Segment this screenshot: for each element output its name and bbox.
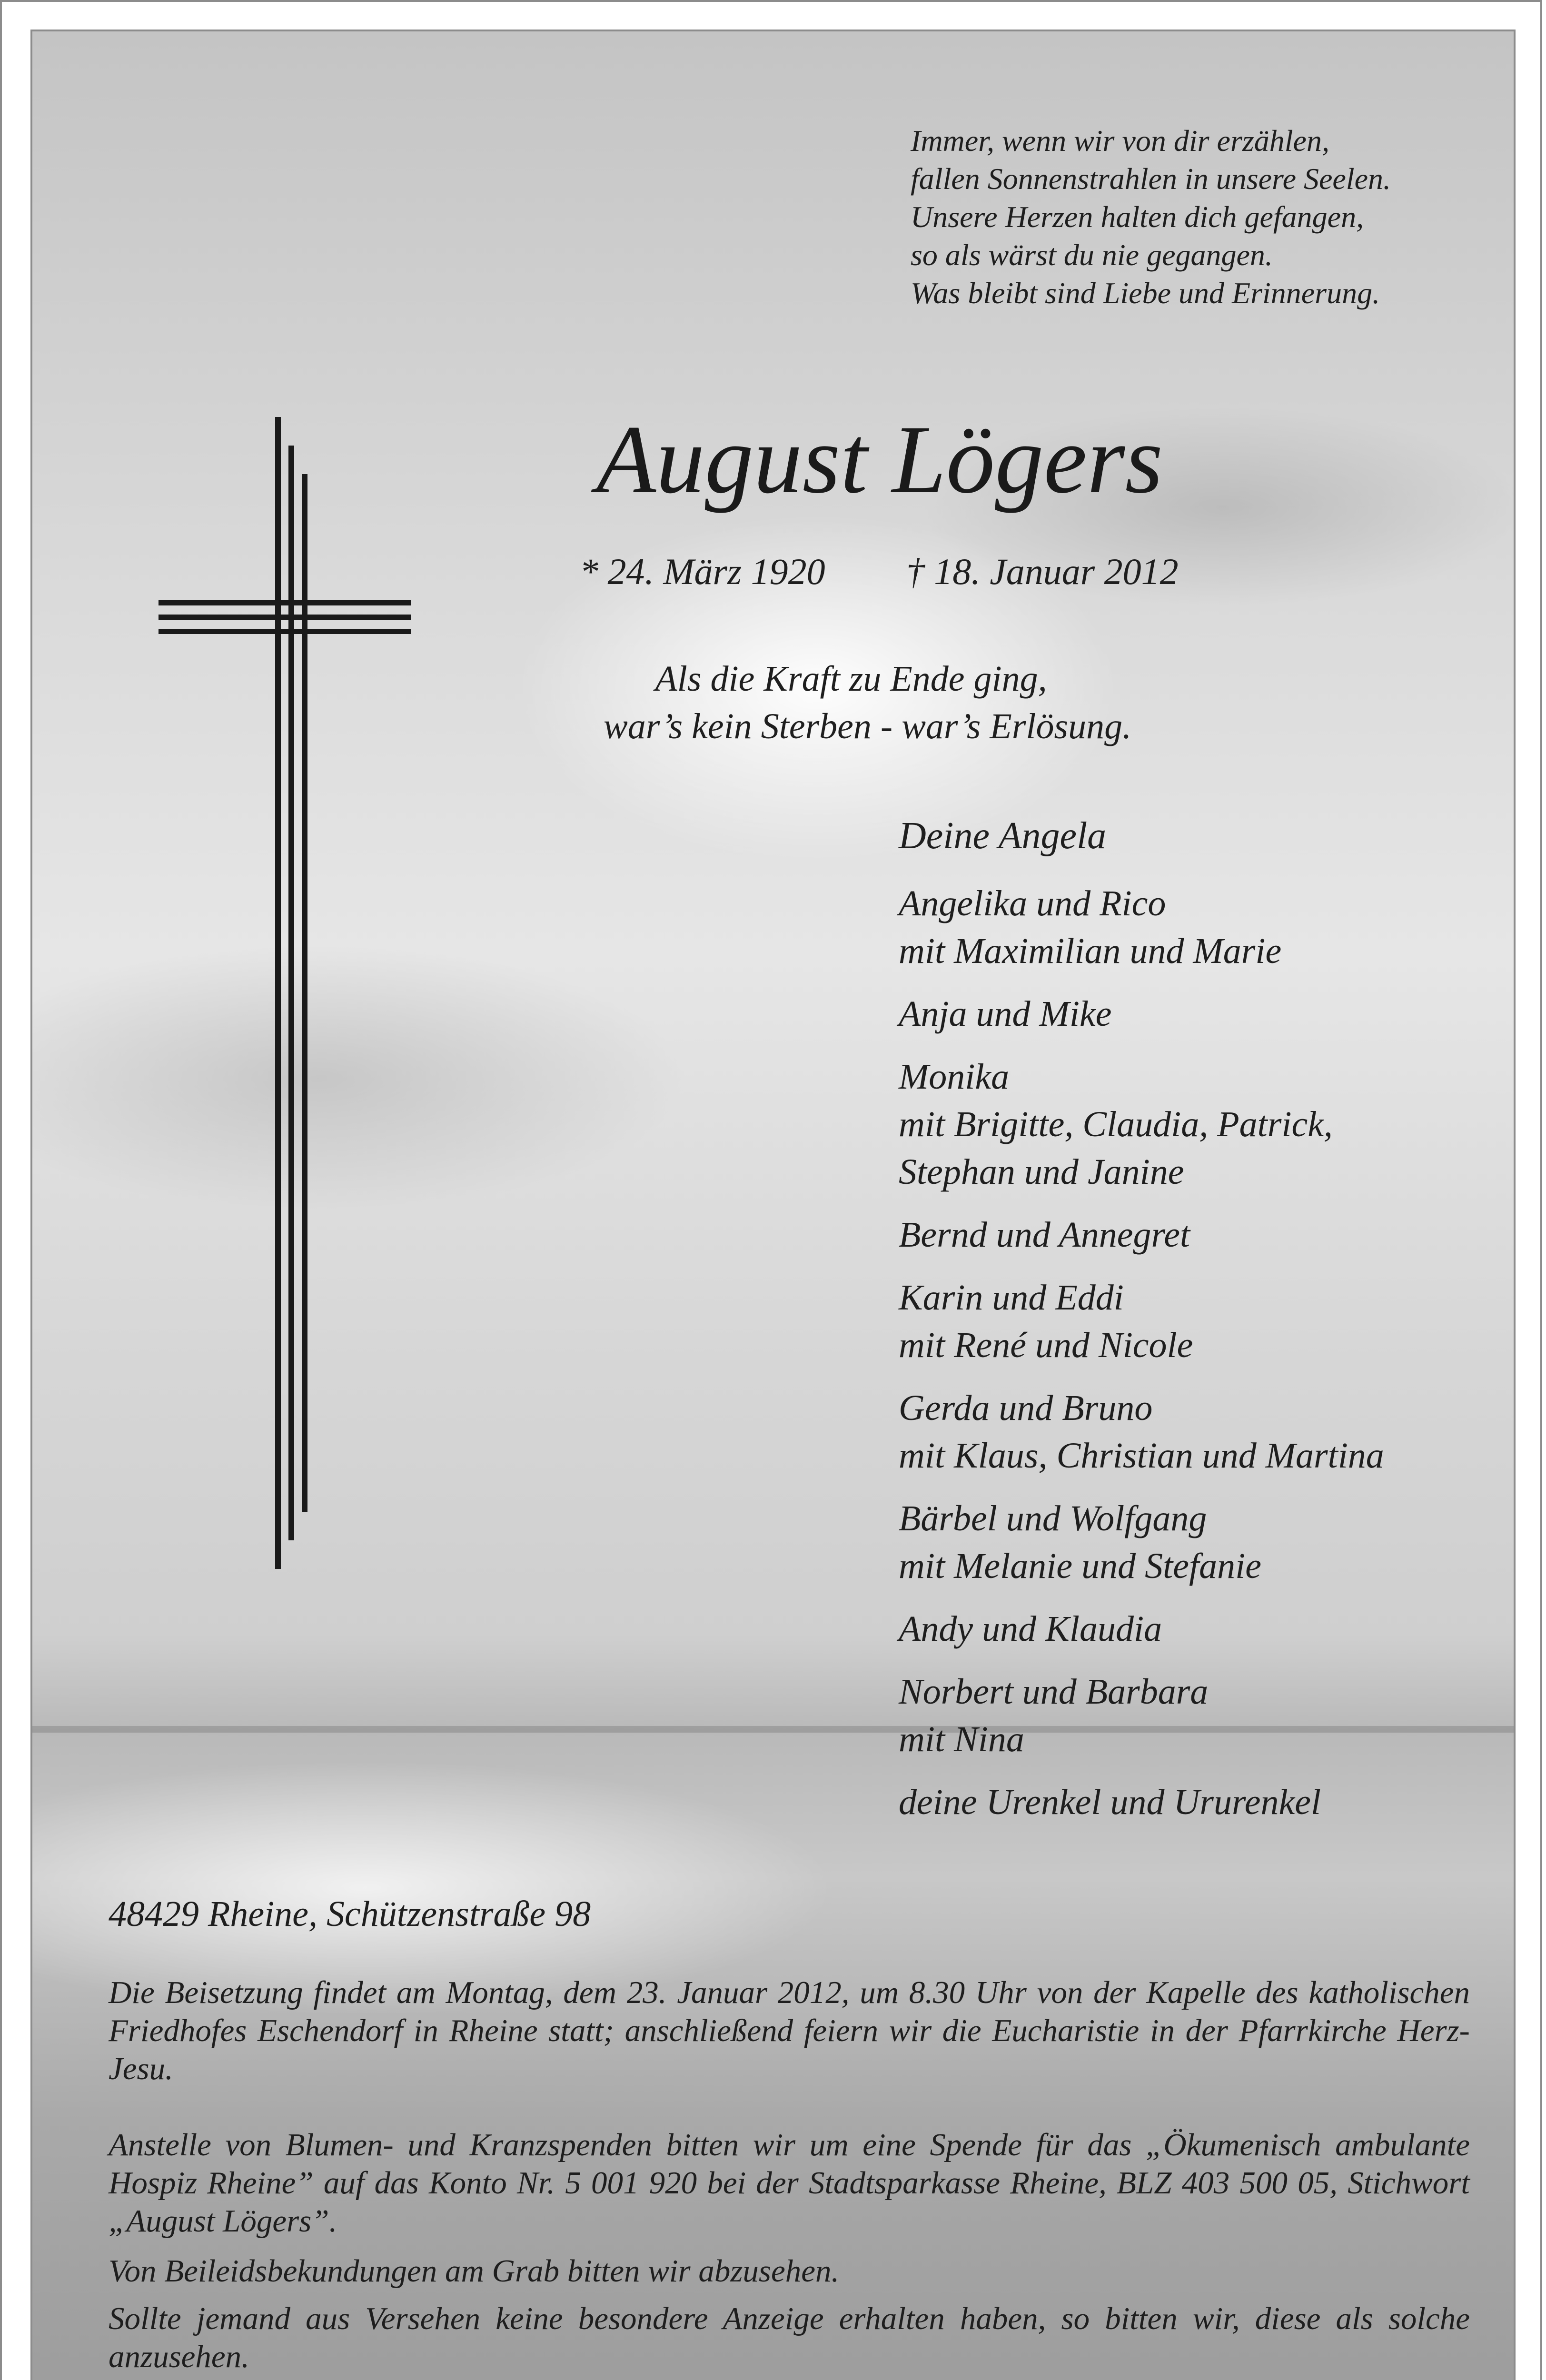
mourner-group (899, 1384, 1384, 1479)
mourner-group (899, 880, 1384, 975)
mourner-line: Bärbel und Wolfgang (899, 1498, 1207, 1538)
mourner-line: mit Maximilian und Marie (899, 931, 1282, 971)
mourner-line: Karin und Eddi (899, 1278, 1124, 1318)
mourner-line: Norbert und Barbara (899, 1672, 1209, 1712)
poem-line: so als wärst du nie gegangen. (911, 238, 1273, 272)
life-dates (580, 550, 1179, 593)
mourner-group (899, 990, 1384, 1038)
mourner-group (899, 1668, 1384, 1763)
poem (911, 122, 1391, 312)
mourner-line: mit Melanie und Stefanie (899, 1546, 1261, 1586)
mourner-group (899, 1053, 1384, 1196)
mourner-line: Angelika und Rico (899, 883, 1166, 923)
funeral-notice: Die Beisetzung findet am Montag, dem 23. Januar 2012, um 8.30 Uhr von der Kapelle des katholischen Friedhofes Eschendorf in Rheine statt; anschließend feiern wir die Eucharistie in der Pfarrkirche Herz-Jesu. (109, 1975, 1470, 2086)
mourner-line: mit Nina (899, 1719, 1024, 1759)
mourner-line: mit René und Nicole (899, 1325, 1193, 1365)
donation-notice: Anstelle von Blumen- und Kranzspenden bitten wir um eine Spende für das „Ökumenisch ambulante Hospiz Rheine” auf das Konto Nr. 5 001 920 bei der Stadtsparkasse Rheine, BLZ 403 500 05, Stichwort „August Lögers”. (109, 2127, 1470, 2239)
condolence-notice: Von Beileidsbekundungen am Grab bitten wir abzusehen. (109, 2253, 840, 2289)
poem-line: Was bleibt sind Liebe und Erinnerung. (911, 276, 1380, 310)
verse-line: war’s kein Sterben - war’s Erlösung. (604, 706, 1132, 746)
deceased-name: August Lögers (596, 406, 1163, 514)
mourner-line: Gerda und Bruno (899, 1388, 1153, 1428)
mourner-group (899, 1495, 1384, 1590)
mourner-group (899, 1274, 1384, 1369)
mourner-line: mit Klaus, Christian und Martina (899, 1436, 1384, 1476)
mourner-group (899, 1778, 1384, 1826)
death-date: † 18. Januar 2012 (906, 551, 1179, 592)
mourner-line: deine Urenkel und Ururenkel (899, 1782, 1321, 1822)
poem-line: fallen Sonnenstrahlen in unsere Seelen. (911, 162, 1391, 196)
missed-notice: Sollte jemand aus Versehen keine besondere Anzeige erhalten haben, so bitten wir, diese als solche anzusehen. (109, 2301, 1470, 2374)
mourner-line: Monika (899, 1057, 1010, 1097)
birth-date: * 24. März 1920 (580, 551, 825, 592)
mourner-line: Andy und Klaudia (899, 1609, 1162, 1649)
verse-line: Als die Kraft zu Ende ging, (655, 659, 1047, 699)
poem-line: Unsere Herzen halten dich gefangen, (911, 200, 1364, 234)
mourner-spouse: Deine Angela (899, 815, 1107, 857)
poem-line: Immer, wenn wir von dir erzählen, (911, 124, 1329, 158)
mourner-line: Stephan und Janine (899, 1152, 1184, 1192)
mourner-line: Anja und Mike (899, 994, 1112, 1034)
mourner-line: mit Brigitte, Claudia, Patrick, (899, 1104, 1333, 1144)
verse (604, 655, 1132, 750)
address: 48429 Rheine, Schützenstraße 98 (109, 1894, 591, 1934)
sky-sea-background (30, 30, 1516, 2380)
mourner-group (899, 1605, 1384, 1653)
mourner-line: Bernd und Annegret (899, 1215, 1190, 1255)
mourner-group (899, 1211, 1384, 1259)
mourners-list (899, 812, 1384, 1841)
